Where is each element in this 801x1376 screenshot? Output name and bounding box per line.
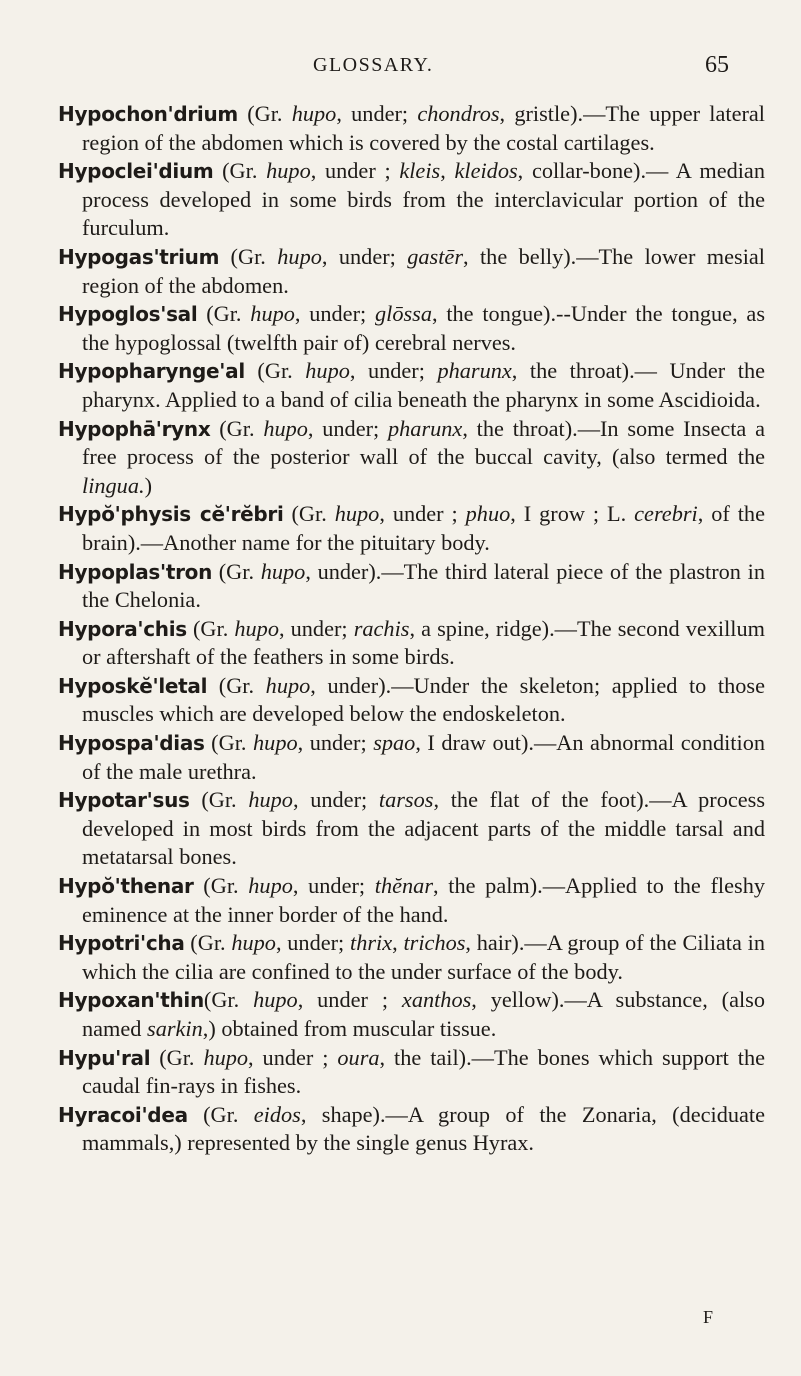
entry-etymon: hupo (305, 358, 350, 384)
entry-etymon: hupo (266, 158, 311, 184)
entry-etymon: lingua. (82, 472, 145, 498)
entry-etymon: hupo (231, 930, 276, 956)
entry-text: (Gr. (207, 672, 266, 698)
glossary-entry (58, 872, 765, 929)
glossary-entry (58, 357, 765, 414)
glossary-entry (58, 786, 765, 872)
entry-etymon: tarsos (378, 787, 434, 813)
entry-text: , a spine, ridge).—The second vexillum or aftershaft of the feathers in some birds. (82, 615, 765, 670)
entry-text: , shape).—A group of the Zonaria, (deciduate mammals,) represented by the single genus Hyrax. (82, 1101, 765, 1156)
entry-text: , (392, 930, 404, 956)
entry-headword: Hypophā'rynx (58, 416, 211, 441)
entry-text: , the belly).—The lower mesial region of the abdomen. (82, 243, 765, 298)
entry-etymon: hupo (291, 101, 337, 126)
entry-text: , the flat of the foot).—A process developed in most birds from the adjacent parts of the middle tarsal and metatarsal bones. (82, 787, 765, 870)
entry-text: , the tail).—The bones which support the caudal fin-rays in fishes. (82, 1044, 766, 1099)
glossary-entry (58, 1044, 765, 1101)
entry-text: (Gr. (283, 501, 335, 527)
entry-etymon: cerebri (634, 501, 698, 527)
entry-text: (Gr. (204, 730, 254, 756)
entry-headword: Hypoglos'sal (58, 302, 198, 327)
entry-text: , the throat).—In some Insecta a free process of the posterior wall of the buccal cavity, (also termed the (82, 415, 765, 470)
entry-text: , the palm).—Applied to the fleshy eminence at the inner border of the hand. (82, 873, 765, 927)
entry-text: , collar-bone).— A median process developed in some birds from the interclavicular portion of the furculum. (82, 158, 765, 241)
entry-etymon: hupo (253, 987, 298, 1013)
glossary-entry (58, 415, 765, 501)
glossary-entries (58, 100, 765, 1158)
entry-text: (Gr. (197, 301, 251, 327)
glossary-entry (58, 929, 765, 986)
entry-etymon: chondros (417, 101, 500, 126)
entry-etymon: pharunx (388, 415, 463, 441)
entry-etymon: thrix (350, 930, 393, 956)
entry-headword: Hypora'chis (58, 616, 187, 641)
entry-etymon: glōssa (374, 301, 432, 327)
entry-headword: Hyracoi'dea (58, 1102, 188, 1127)
entry-text: , under; (294, 301, 375, 327)
entry-etymon: thĕnar (374, 873, 433, 899)
glossary-entry (58, 672, 765, 729)
glossary-entry (58, 729, 765, 786)
entry-etymon: hupo (203, 1044, 249, 1070)
entry-text: , under; (349, 358, 438, 384)
entry-headword: Hyposkĕ'letal (58, 673, 208, 698)
entry-etymon: gastēr (407, 243, 463, 269)
glossary-entry (58, 243, 765, 300)
entry-text: (Gr. (244, 358, 306, 384)
entry-text: , under ; (310, 158, 400, 184)
entry-headword: Hypŏ'physis cĕ'rĕbri (58, 502, 284, 527)
glossary-entry (58, 986, 765, 1043)
entry-text: (Gr. (237, 101, 292, 126)
entry-headword: Hypogas'trium (58, 244, 220, 269)
entry-text: , under; (275, 930, 351, 956)
glossary-entry (58, 300, 765, 357)
entry-etymon: rachis (353, 615, 410, 641)
entry-text: , under; (336, 101, 418, 126)
entry-headword: Hypotri'cha (58, 931, 185, 956)
entry-text: (Gr. (210, 415, 264, 441)
entry-text: , under; (292, 873, 375, 899)
entry-etymon: hupo (248, 787, 293, 813)
entry-text: , (440, 158, 455, 184)
entry-etymon: oura (337, 1044, 380, 1070)
entry-text: (Gr. (150, 1044, 204, 1070)
entry-text: , hair).—A group of the Ciliata in which the cilia are confined to the under surface of the body. (82, 930, 766, 984)
entry-headword: Hypoplas'tron (58, 559, 213, 584)
entry-headword: Hypospa'dias (58, 731, 205, 756)
entry-text: (Gr. (219, 243, 278, 269)
entry-text: (Gr. (212, 558, 261, 584)
entry-etymon: hupo (253, 730, 298, 756)
entry-text: , under; (292, 787, 379, 813)
entry-text: (Gr. (203, 987, 254, 1013)
signature-mark: F (703, 1307, 714, 1327)
entry-etymon: sarkin (147, 1016, 203, 1041)
glossary-entry (58, 500, 765, 557)
entry-text: , under; (297, 730, 374, 756)
entry-etymon: hupo (234, 615, 279, 641)
entry-etymon: hupo (277, 243, 322, 269)
entry-etymon: hupo (260, 558, 306, 584)
entry-text: , under; (321, 243, 408, 269)
entry-text: , the throat).— Under the pharynx. Applied to a band of cilia beneath the pharynx in some Ascidioida. (82, 358, 766, 412)
glossary-entry (58, 615, 765, 672)
entry-etymon: phuo (465, 501, 511, 527)
entry-text: , under ; (248, 1044, 338, 1070)
entry-etymon: hupo (248, 873, 293, 899)
entry-etymon: hupo (265, 672, 311, 698)
entry-text: , gristle).—The upper lateral region of the abdomen which is covered by the costal cartilages. (82, 101, 765, 155)
entry-headword: Hypu'ral (58, 1045, 151, 1070)
glossary-entry (58, 157, 765, 243)
entry-text: , under; (307, 415, 388, 441)
entry-headword: Hypoxan'thin (58, 988, 204, 1013)
entry-text: , under).—The third lateral piece of the plastron in the Chelonia. (82, 558, 765, 613)
entry-text: , under ; (297, 987, 402, 1013)
entry-headword: Hypoclei'dium (58, 159, 214, 184)
entry-text: (Gr. (184, 930, 232, 956)
entry-etymon: spao (373, 730, 416, 756)
running-title: GLOSSARY. (313, 54, 434, 76)
glossary-entry (58, 558, 765, 615)
entry-text: (Gr. (187, 1101, 254, 1127)
entry-etymon: kleis (399, 158, 441, 184)
page-header (0, 54, 801, 84)
entry-text: (Gr. (213, 158, 267, 184)
entry-etymon: hupo (334, 501, 380, 527)
entry-text: , I draw out).—An abnormal condition of the male urethra. (82, 730, 765, 784)
entry-text: , I grow ; L. (510, 501, 635, 527)
entry-headword: Hypŏ'thenar (58, 874, 194, 899)
entry-text: (Gr. (189, 787, 249, 813)
entry-text: ) (144, 472, 152, 498)
entry-etymon: eidos (253, 1101, 301, 1127)
entry-etymon: kleidos (454, 158, 518, 184)
entry-text: , under).—Under the skeleton; applied to those muscles which are developed below the endoskeleton. (82, 672, 765, 727)
entry-etymon: hupo (250, 301, 295, 327)
entry-headword: Hypopharynge'al (58, 359, 245, 384)
entry-text: ,) obtained from muscular tissue. (202, 1016, 497, 1041)
entry-text: , under; (278, 615, 354, 641)
glossary-entry (58, 100, 765, 157)
page-number: 65 (705, 52, 729, 78)
entry-etymon: xanthos (401, 987, 472, 1013)
entry-text: , of the brain).—Another name for the pituitary body. (82, 501, 765, 555)
entry-headword: Hypochon'drium (58, 102, 238, 126)
entry-text: (Gr. (193, 873, 249, 899)
entry-text: (Gr. (186, 615, 235, 641)
entry-etymon: pharunx (437, 358, 512, 384)
entry-headword: Hypotar'sus (58, 788, 190, 813)
entry-etymon: trichos (403, 930, 466, 956)
entry-etymon: hupo (263, 415, 308, 441)
entry-text: , the tongue).--Under the tongue, as the hypoglossal (twelfth pair of) cerebral nerves. (82, 301, 766, 355)
entry-text: , under ; (379, 501, 466, 527)
entry-text: , yellow).—A substance, (also named (82, 987, 766, 1041)
glossary-entry (58, 1101, 765, 1158)
